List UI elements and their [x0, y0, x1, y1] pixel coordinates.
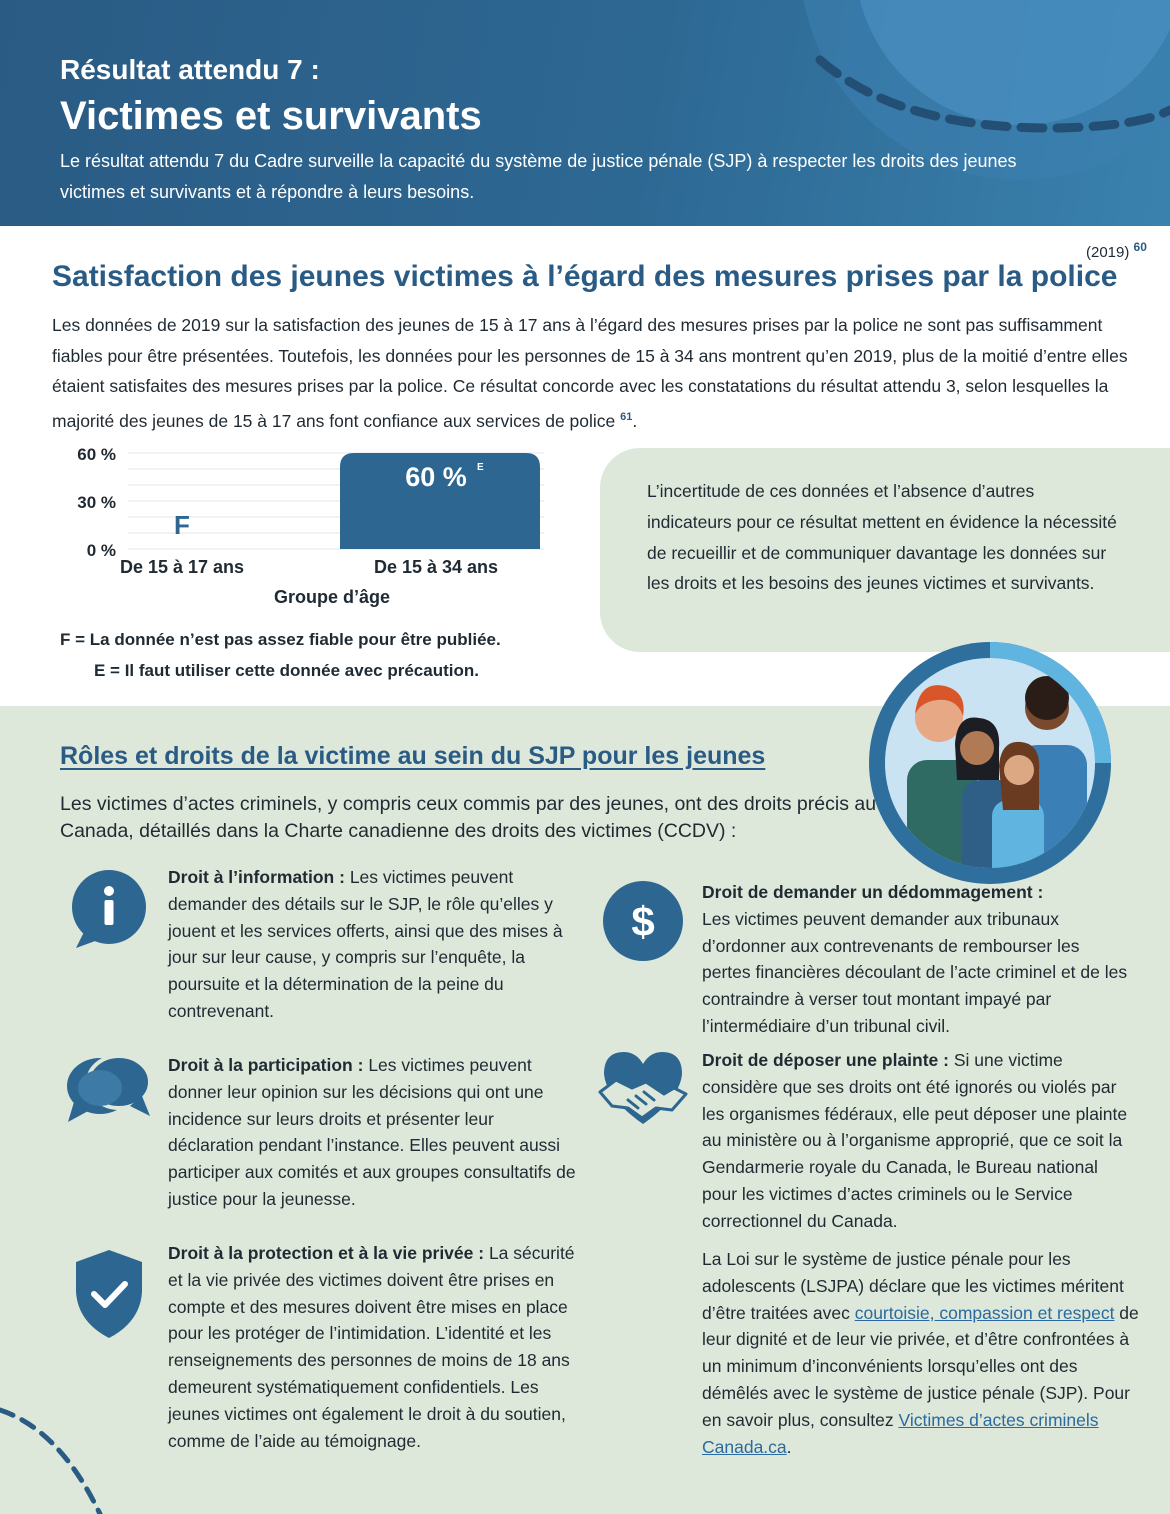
victims-canada-link[interactable]: Victimes d’actes criminels Canada.ca [702, 1409, 1099, 1457]
bar-data-label: 60 % [405, 462, 467, 492]
x-category-label: De 15 à 17 ans [119, 557, 245, 577]
lsjpa-text-before: La Loi sur le système de justice pénale pour les adolescents (LSJPA) déclare que les victimes méritent d’être traitées avec [702, 1249, 1124, 1323]
handshake-heart-icon [598, 1048, 688, 1128]
y-tick-label: 0 % [86, 541, 116, 560]
legend-f-note: F = La donnée n’est pas assez fiable pour être publiée. [60, 630, 501, 649]
callout-text: L’incertitude de ces données et l’absence d’autres indicateurs pour ce résultat mettent en évidence la nécessité de recueillir et de communiquer davantage les données sur les droits et les besoins des jeunes victimes et survivants. [647, 481, 1117, 594]
right-heading: Droit à la protection et à la vie privée : [168, 1243, 485, 1263]
header-description: Le résultat attendu 7 du Cadre surveille la capacité du système de justice pénale (SJP) à respecter les droits des jeunes victimes et survivants et à répondre à leurs besoins. [60, 151, 1017, 202]
section-title-rights[interactable]: Rôles et droits de la victime au sein du SJP pour les jeunes [60, 742, 766, 770]
chat-bubbles-icon [64, 1054, 154, 1126]
right-restitution [702, 879, 1132, 1040]
rights-intro: Les victimes d’actes criminels, y compris ceux commis par des jeunes, ont des droits précis au Canada, détaillés dans la Charte canadienne des droits des victimes (CCDV) : [60, 793, 877, 842]
lsjpa-paragraph [702, 1246, 1142, 1460]
youth-group-illustration [867, 640, 1113, 886]
footnote-60[interactable]: 60 [1133, 240, 1147, 254]
bar-flag-label: E [477, 462, 484, 473]
paragraph-end: . [632, 410, 638, 431]
source-reference [1086, 240, 1147, 261]
right-heading: Droit à l’information : [168, 867, 345, 887]
info-bubble-icon [66, 870, 152, 950]
lsjpa-text-end: . [786, 1436, 792, 1457]
right-heading: Droit de déposer une plainte : [702, 1050, 949, 1070]
satisfaction-text: Les données de 2019 sur la satisfaction des jeunes de 15 à 17 ans à l’égard des mesures prises par la police ne sont pas suffisamment fiables pour être présentées. Toutefois, les données pour les personnes de 15 à 34 ans montrent qu’en 2019, plus de la moitié d’entre elles étaient satisfaites des mesures prises par la police. Ce résultat concorde avec les constatations du résultat attendu 3, selon lesquelles la majorité des jeunes de 15 à 17 ans font confiance aux services de police [52, 315, 1128, 431]
bar-data-label: F [174, 510, 190, 540]
ref-year: (2019) [1086, 244, 1130, 261]
right-body: Les victimes peuvent demander des détails sur le SJP, le rôle qu’elles y jouent et les services offerts, ainsi que des mises à jour sur leur cause, y compris sur l’enquête, la poursuite et la détermination de la peine du contrevenant. [168, 867, 563, 1021]
page-header [0, 0, 1170, 226]
shield-check-icon [74, 1248, 144, 1340]
page-title: Victimes et survivants [60, 94, 482, 138]
x-category-label: De 15 à 34 ans [373, 557, 499, 577]
legend-e-note: E = Il faut utiliser cette donnée avec précaution. [94, 661, 479, 680]
y-tick-label: 60 % [77, 445, 116, 464]
right-protection [168, 1240, 580, 1454]
lsjpa-text-middle: de leur dignité et de leur vie privée, et d’être confrontées à un minimum d’inconvénients lorsqu’elles ont des démêlés avec le système de justice pénale (SJP). Pour en savoir plus, consultez [702, 1302, 1139, 1430]
callout-box [600, 448, 1170, 652]
footnote-61[interactable]: 61 [620, 410, 633, 423]
right-body: Les victimes peuvent demander aux tribunaux d’ordonner aux contrevenants de rembourser les pertes financières découlant de l’acte criminel et de les contraindre à verser tout montant impayé par l’intermédiaire d’un tribunal civil. [702, 908, 1128, 1036]
right-body: Les victimes peuvent donner leur opinion sur les décisions qui ont une incidence sur leurs droits et présenter leur déclaration pendant l’instance. Elles peuvent aussi participer aux comités et aux groupes consultatifs de justice pour la jeunesse. [168, 1055, 576, 1209]
decorative-dashed-arc [0, 1400, 120, 1514]
right-information [168, 864, 580, 1025]
right-participation [168, 1052, 580, 1213]
y-tick-label: 30 % [77, 493, 116, 512]
right-complaint [702, 1047, 1134, 1235]
svg-text:$: $ [631, 898, 655, 945]
section-title-satisfaction: Satisfaction des jeunes victimes à l’égard des mesures prises par la police [52, 260, 1118, 293]
right-heading: Droit à la participation : [168, 1055, 364, 1075]
satisfaction-bar-chart [60, 445, 560, 615]
right-body: Si une victime considère que ses droits ont été ignorés ou violés par les organismes fédéraux, elle peut déposer une plainte au ministère ou à l’organisme approprié, que ce soit la Gendarmerie royale du Canada, le Bureau national pour les victimes d’actes criminels ou le Service correctionnel du Canada. [702, 1050, 1128, 1231]
dollar-coin-icon [602, 880, 684, 962]
satisfaction-paragraph [52, 310, 1132, 436]
right-heading: Droit de demander un dédommagement : [702, 882, 1044, 902]
right-body: La sécurité et la vie privée des victimes doivent être prises en compte et des mesures doivent être mises en place pour les protéger de l’intimidation. L’identité et les renseignements des personnes de moins de 18 ans demeurent systématiquement confidentiels. Les jeunes victimes ont également le droit à du soutien, comme de l’aide au témoignage. [168, 1243, 575, 1451]
outcome-kicker: Résultat attendu 7 : [60, 54, 320, 85]
courtesy-link[interactable]: courtoisie, compassion et respect [854, 1302, 1115, 1323]
x-axis-title: Groupe d’âge [273, 587, 391, 607]
